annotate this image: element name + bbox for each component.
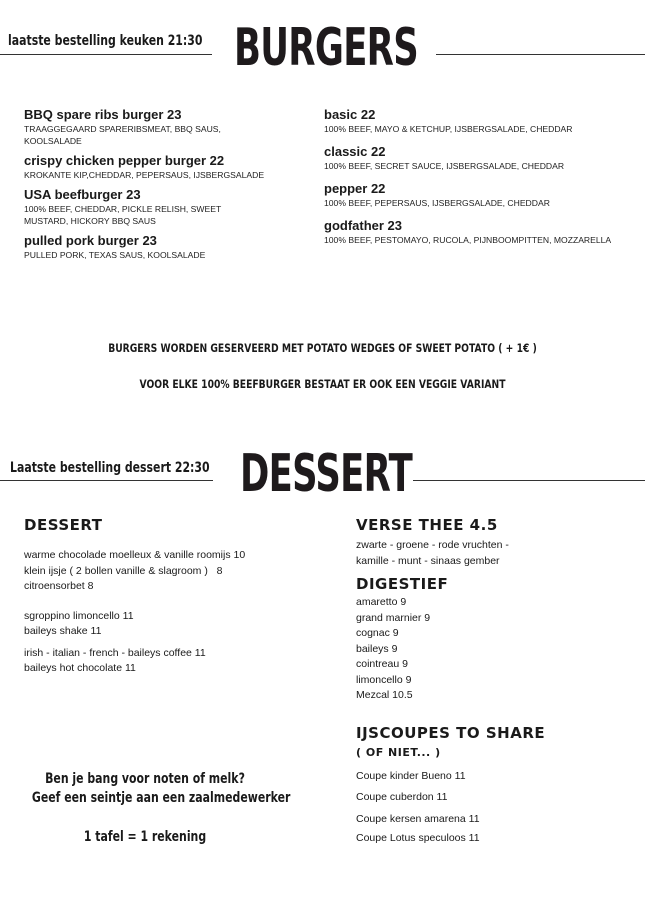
burger-name: USA beefburger 23: [24, 187, 141, 202]
dessert-title: DESSERT: [240, 444, 413, 504]
allergy-note: [0, 770, 290, 808]
list-item: zwarte - groene - rode vruchten -: [356, 539, 509, 551]
bill-note: 1 tafel = 1 rekening: [83, 829, 207, 845]
digestief-list: [356, 595, 636, 704]
burger-name: pulled pork burger 23: [24, 233, 157, 248]
burger-item: [24, 233, 294, 261]
list-item: warme chocolade moelleux & vanille roomijs 10: [24, 549, 246, 561]
digestief-heading: DIGESTIEF: [356, 575, 449, 593]
burger-item: [24, 153, 294, 181]
burger-name: BBQ spare ribs burger 23: [24, 107, 182, 122]
dessert-group-2: [24, 609, 324, 640]
list-item: grand marnier 9: [356, 611, 431, 624]
burger-description: KROKANTE KIP,CHEDDAR, PEPERSAUS, IJSBERGSALADE: [24, 170, 265, 180]
bill-note-wrap: [0, 828, 290, 847]
list-item: sgroppino limoncello 11: [24, 609, 134, 622]
tea-heading: VERSE THEE 4.5: [356, 516, 498, 534]
dessert-rule-right: [413, 480, 645, 481]
allergy-note-line-2: Geef een seintje aan een zaalmedewerker: [31, 790, 291, 806]
list-item: Coupe Lotus speculoos 11: [356, 832, 480, 844]
tea-list: [356, 538, 636, 569]
burger-description: 100% BEEF, PESTOMAYO, RUCOLA, PIJNBOOMPITTEN, MOZZARELLA: [324, 235, 612, 245]
list-item: cognac 9: [356, 627, 399, 639]
burger-description: 100% BEEF, MAYO & KETCHUP, IJSBERGSALADE, CHEDDAR: [324, 124, 573, 134]
dessert-group-3: [24, 646, 324, 677]
list-item: Mezcal 10.5: [356, 689, 413, 701]
list-item: klein ijsje ( 2 bollen vanille & slagroom ) 8: [24, 564, 223, 577]
dessert-header: [0, 445, 645, 505]
dessert-left-column: [24, 516, 324, 677]
kitchen-last-order: laatste bestelling keuken 21:30: [8, 33, 203, 49]
header-rule-right: [436, 54, 645, 55]
burger-name: classic 22: [324, 144, 386, 159]
burger-name: pepper 22: [324, 181, 386, 196]
list-item: irish - italian - french - baileys coffee 11: [24, 646, 206, 659]
burger-name: godfather 23: [324, 218, 403, 233]
list-item: amaretto 9: [356, 596, 407, 608]
burger-name: crispy chicken pepper burger 22: [24, 153, 225, 168]
burger-item: [324, 181, 624, 209]
list-item: kamille - munt - sinaas gember: [356, 554, 500, 567]
dessert-group-1: [24, 548, 324, 595]
list-item: Coupe kersen amarena 11: [356, 812, 480, 825]
burgers-title: BURGERS: [234, 18, 419, 78]
list-item: baileys hot chocolate 11: [24, 662, 136, 674]
coupes-subheading: ( OF NIET... ): [356, 745, 441, 759]
burger-name: basic 22: [324, 107, 376, 122]
burgers-right-column: [324, 107, 624, 252]
list-item: Coupe kinder Bueno 11: [356, 769, 466, 782]
dessert-last-order: Laatste bestelling dessert 22:30: [10, 460, 210, 476]
burger-description: 100% BEEF, SECRET SAUCE, IJSBERGSALADE, CHEDDAR: [324, 161, 565, 171]
burgers-left-column: [24, 107, 294, 267]
dessert-rule-left: [0, 480, 213, 481]
burger-item: [24, 187, 294, 227]
list-item: baileys 9: [356, 642, 398, 655]
burger-item: [24, 107, 294, 147]
burgers-header: [0, 18, 645, 78]
sides-notice: BURGERS WORDEN GESERVEERD MET POTATO WEDGES OF SWEET POTATO ( + 1€ ): [108, 341, 537, 355]
burger-description: 100% BEEF, PEPERSAUS, IJSBERGSALADE, CHEDDAR: [324, 198, 550, 208]
list-item: limoncello 9: [356, 673, 412, 686]
header-rule-left: [0, 54, 212, 55]
coupes-heading: IJSCOUPES TO SHARE: [356, 723, 546, 742]
list-item: Coupe cuberdon 11: [356, 791, 448, 803]
burger-description: 100% BEEF, CHEDDAR, PICKLE RELISH, SWEET MUSTARD, HICKORY BBQ SAUS: [24, 204, 222, 226]
allergy-note-line-1: Ben je bang voor noten of melk?: [45, 771, 245, 787]
veggie-notice: VOOR ELKE 100% BEEFBURGER BESTAAT ER OOK EEN VEGGIE VARIANT: [139, 377, 506, 391]
list-item: cointreau 9: [356, 658, 408, 670]
list-item: citroensorbet 8: [24, 580, 94, 592]
burger-description: PULLED PORK, TEXAS SAUS, KOOLSALADE: [24, 250, 206, 260]
burger-item: [324, 144, 624, 172]
burger-description: TRAAGGEGAARD SPARERIBSMEAT, BBQ SAUS, KOOLSALADE: [24, 124, 221, 146]
dessert-right-column: [356, 516, 636, 847]
coupes-list: [356, 769, 636, 847]
burger-item: [324, 218, 624, 246]
list-item: baileys shake 11: [24, 625, 102, 637]
burger-item: [324, 107, 624, 135]
dessert-heading: DESSERT: [24, 516, 103, 534]
